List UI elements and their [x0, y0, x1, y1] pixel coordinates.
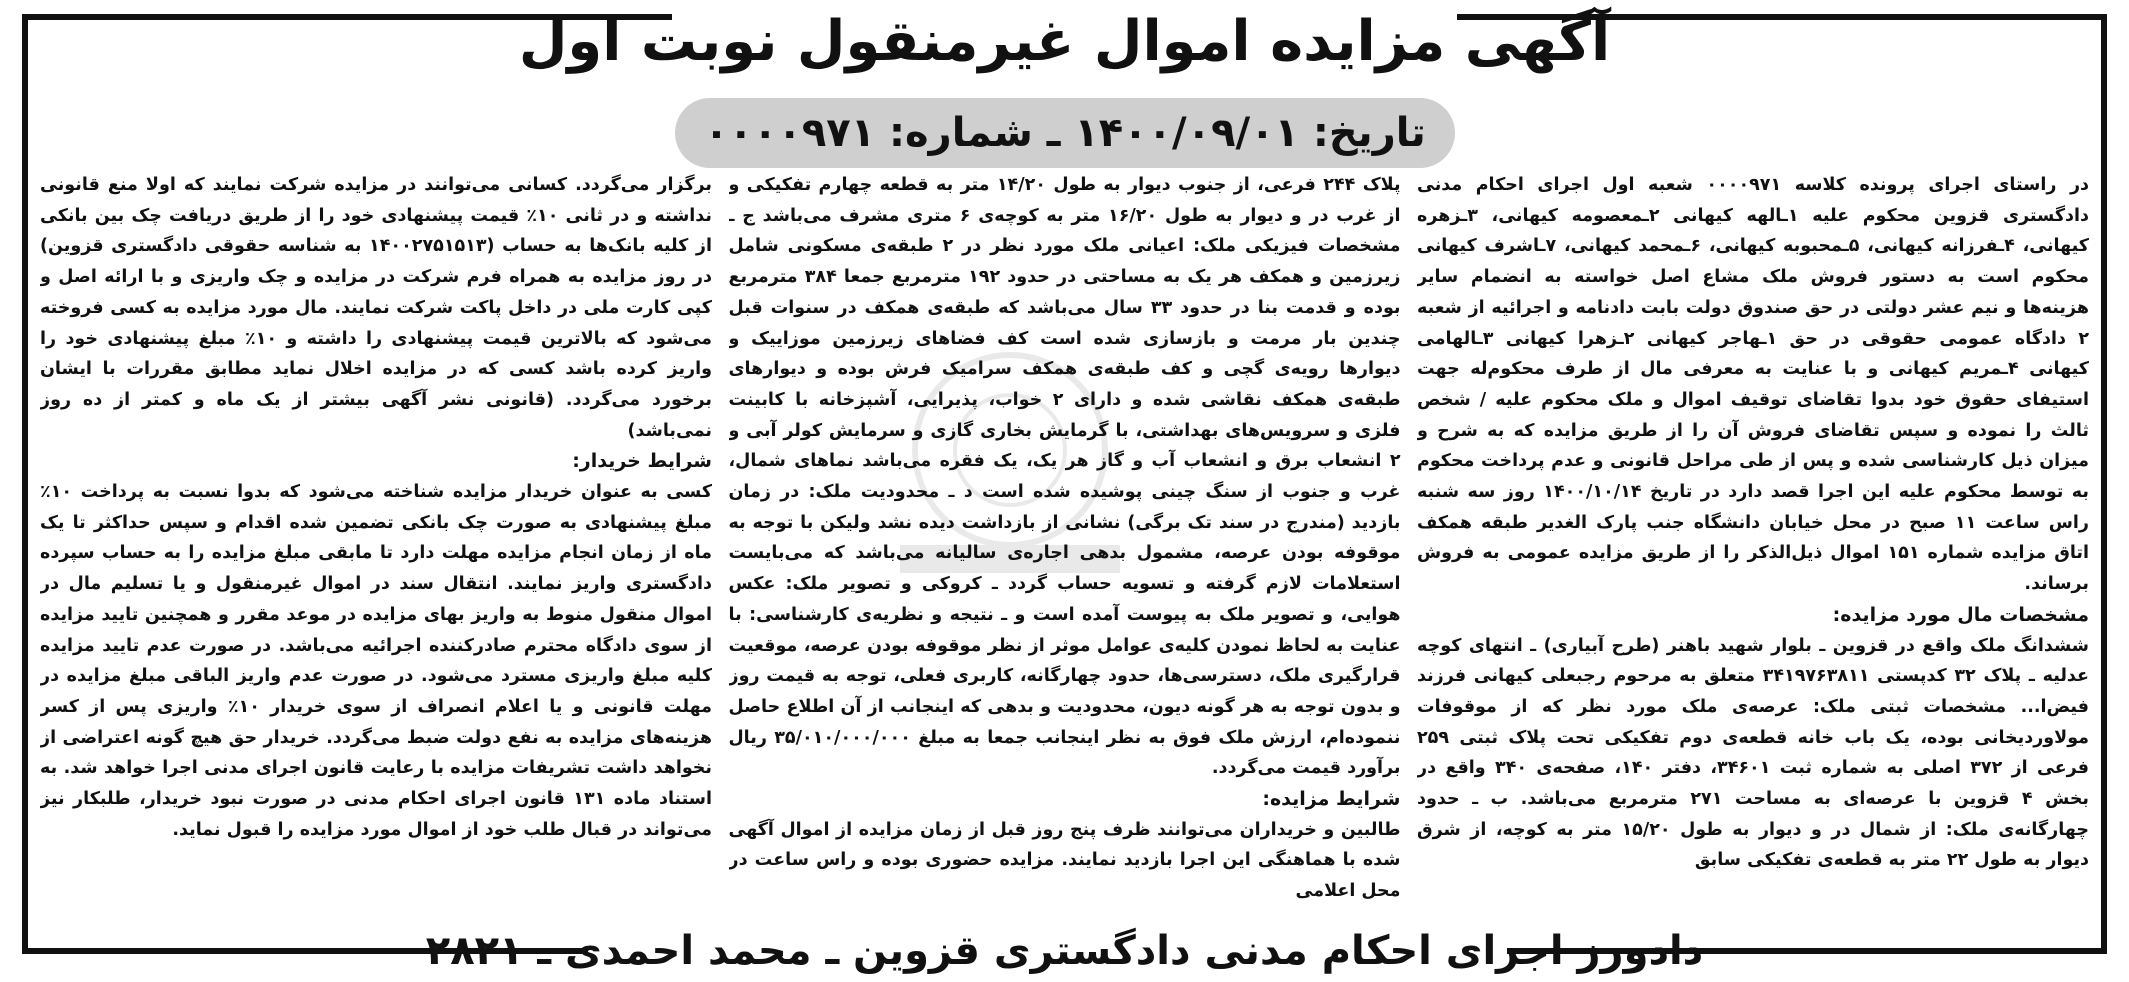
auction-conditions-paragraph: طالبین و خریداران می‌توانند ظرف پنج روز قبل از زمان مزایده از اموال آگهی شده با هماهنگی این اجرا بازدید نمایند. مزایده حضوری بوده و راس ساعت در محل اعلامی [728, 819, 1401, 902]
buyer-conditions-heading: شرایط خریدار: [572, 450, 712, 473]
buyer-conditions-paragraph: کسی به عنوان خریدار مزایده شناخته می‌شود که بدوا نسبت به پرداخت ۱۰٪ مبلغ پیشنهادی به صورت چک بانکی تضمین شده اقدام و سپس حداکثر تا یک ماه از زمان انجام مزایده مهلت دارد تا مابقی مبلغ مزایده را به حساب سپرده دادگستری واریز نمایند. انتقال سند در اموال غیرمنقول و یا تسلیم مال در اموال منقول منوط به واریز بهای مزایده در موعد مقرر و همچنین تایید مزایده از سوی دادگاه محترم صادرکننده اجرائیه می‌باشد. در صورت عدم تایید مزایده کلیه مبلغ واریزی مسترد می‌شود. در صورت عدم واریز الباقی مبلغ مزایده در مهلت قانونی و یا اعلام انصراف از سوی خریدار ۱۰٪ واریزی پس از کسر هزینه‌های مزایده به نفع دولت ضبط می‌گردد. خریدار حق هیچ گونه اعتراضی از نخواهد داشت تشریفات مزایده با رعایت قانون اجرای مدنی اجرا خواهد شد. به استناد ماده ۱۳۱ قانون اجرای احکام مدنی در صورت نبود خریدار، طلبکار نیز می‌تواند در قبال طلب خود از اموال مورد مزایده را قبول نماید. [40, 482, 712, 840]
frame-left-line [22, 14, 28, 954]
notice-columns [40, 170, 2089, 922]
property-description-paragraph: پلاک ۲۴۴ فرعی، از جنوب دیوار به طول ۱۴/۲۰ متر به قطعه چهارم تفکیکی و از غرب در و دیوار به طول ۱۶/۲۰ متر به کوچه‌ی ۶ متری مشرف می‌باشد ج ـ مشخصات فیزیکی ملک: اعیانی ملک مورد نظر در ۲ طبقه‌ی مسکونی شامل زیرزمین و همکف هر یک به مساحتی در حدود ۱۹۲ مترمربع جمعا ۳۸۴ مترمربع بوده و قدمت بنا در حدود ۳۳ سال می‌باشد که طبقه‌ی همکف در سنوات قبل چندین بار مرمت و بازسازی شده است کف فضاهای زیرزمین موزاییک و دیوارها رویه‌ی گچی و کف طبقه‌ی همکف سرامیک فرش بوده و دیوارهای طبقه‌ی همکف نقاشی شده و دارای ۲ خواب، پذیرایی، آشپزخانه با کابینت فلزی و سرویس‌های بهداشتی، با گرمایش بخاری گازی و سرمایش کولر آبی و ۲ انشعاب برق و انشعاب آب و گاز هر یک، یک فقره می‌باشد نماهای شمال، غرب و جنوب از سنگ چینی پوشیده شده است د ـ محدودیت ملک: در زمان بازدید (مندرج در سند تک برگی) نشانی از بازداشت دیده نشد ولیکن با توجه به موقوفه بودن عرصه، مشمول بدهی اجاره‌ی سالیانه می‌باشد که می‌بایست استعلامات لازم گرفته و تسویه حساب گردد ـ کروکی و تصویر ملک: عکس هوایی، و تصویر ملک به پیوست آمده است و ـ نتیجه و نظریه‌ی کارشناسی: با عنایت به لحاظ نمودن کلیه‌ی عوامل موثر از نظر موقوفه بودن عرصه، موقعیت قرارگیری ملک، دسترسی‌ها، حدود چهارگانه، کاربری فعلی، توجه به قیمت روز و بدون توجه به هر گونه دیون، محدودیت و بدهی که اینجانب از آن اطلاع حاصل ننموده‌ام، ارزش ملک فوق به نظر اینجانب جمعا به مبلغ ۳۵/۰۱۰/۰۰۰/۰۰۰ ریال برآورد قیمت می‌گردد. [728, 175, 1401, 779]
column-right [1417, 170, 2089, 922]
auction-conditions-heading: شرایط مزایده: [1262, 788, 1401, 811]
signature-line: دادورز اجرای احکام مدنی دادگستری قزوین ـ محمد احمدی ـ ۲۸۲۱ [425, 928, 1704, 974]
property-specs-paragraph: ششدانگ ملک واقع در قزوین ـ بلوار شهید باهنر (طرح آبیاری) ـ انتهای کوچه عدلیه ـ پلاک ۳۲ کدپستی ۳۴۱۹۷۶۳۸۱۱ متعلق به مرحوم رجبعلی کیهانی فرزند فیض‌ا... مشخصات ثبتی ملک: عرصه‌ی ملک مورد نظر که از موقوفات مولاوردیخانی بوده، یک باب خانه قطعه‌ی دوم تفکیکی تحت پلاک ثبتی ۲۵۹ فرعی از ۳۷۲ اصلی به شماره ثبت ۳۴۶۰۱، دفتر ۱۴۰، صفحه‌ی ۳۴۰ واقع در بخش ۴ قزوین با عرصه‌ای به مساحت ۲۷۱ مترمربع می‌باشد. ب ـ حدود چهارگانه‌ی ملک: از شمال در و دیوار به طول ۱۵/۲۰ متر به کوچه، از شرق دیوار به طول ۲۲ متر به قطعه‌ی تفکیکی سابق [1417, 635, 2089, 871]
column-left [40, 170, 712, 922]
property-specs-heading: مشخصات مال مورد مزایده: [1832, 603, 2089, 626]
frame-right-line [2101, 14, 2107, 954]
date-number-line: تاریخ: ۱۴۰۰/۰۹/۰۱ ـ شماره: ۰۰۰۰۹۷۱ [675, 98, 1455, 168]
intro-paragraph: در راستای اجرای پرونده کلاسه ۰۰۰۰۹۷۱ شعبه اول اجرای احکام مدنی دادگستری قزوین محکوم علیه ۱ـالهه کیهانی ۲ـمعصومه کیهانی، ۳ـزهره کیهانی، ۴ـفرزانه کیهانی، ۵ـمحبوبه کیهانی، ۶ـمحمد کیهانی، ۷ـاشرف کیهانی محکوم است به دستور فروش ملک مشاع اصل خواسته به انضمام سایر هزینه‌ها و نیم عشر دولتی در حق صندوق دولت بابت دادنامه و اجرائیه از شعبه ۲ دادگاه عمومی حقوقی در حق ۱ـهاجر کیهانی ۲ـزهرا کیهانی ۳ـالهامی کیهانی ۴ـمریم کیهانی و با عنایت به معرفی مال از طرف محکوم‌له جهت استیفای حقوق خود بدوا تقاضای توقیف اموال و ملک محکوم علیه / شخص ثالث را نموده و سپس تقاضای فروش آن را از طریق مزایده که به شرح و میزان ذیل کارشناسی شده و پس از طی مراحل قانونی و عدم پرداخت محکوم به توسط محکوم علیه این اجرا قصد دارد در تاریخ ۱۴۰۰/۱۰/۱۴ روز سه شنبه راس ساعت ۱۱ صبح در محل خیابان دانشگاه جنب پارک الغدیر طبقه همکف اتاق مزایده شماره ۱۵۱ اموال ذیل‌الذکر را از طریق مزایده عمومی به فروش برساند. [1417, 175, 2089, 595]
notice-title: آگهی مزایده اموال غیرمنقول نوبت اول [518, 9, 1611, 74]
participation-paragraph: برگزار می‌گردد. کسانی می‌توانند در مزایده شرکت نمایند که اولا منع قانونی نداشته و در ثانی ۱۰٪ قیمت پیشنهادی خود را از طریق دریافت چک بین بانکی از کلیه بانک‌ها به حساب (۱۴۰۰۲۷۵۱۵۱۳ به شناسه حقوقی دادگستری قزوین) در روز مزایده به همراه فرم شرکت در مزایده و چک واریزی و با ارائه اصل و کپی کارت ملی در داخل پاکت شرکت نمایند. مال مورد مزایده به کسی فروخته می‌شود که بالاترین قیمت پیشنهادی را داشته و ۱۰٪ مبلغ پیشنهادی خود را واریز کرده باشد کسی که در مزایده اخلال نماید مطابق مقررات با ایشان برخورد می‌گردد. (قانونی نشر آگهی بیشتر از یک ماه و کمتر از ده روز نمی‌باشد) [40, 175, 712, 441]
column-middle [729, 170, 1401, 922]
